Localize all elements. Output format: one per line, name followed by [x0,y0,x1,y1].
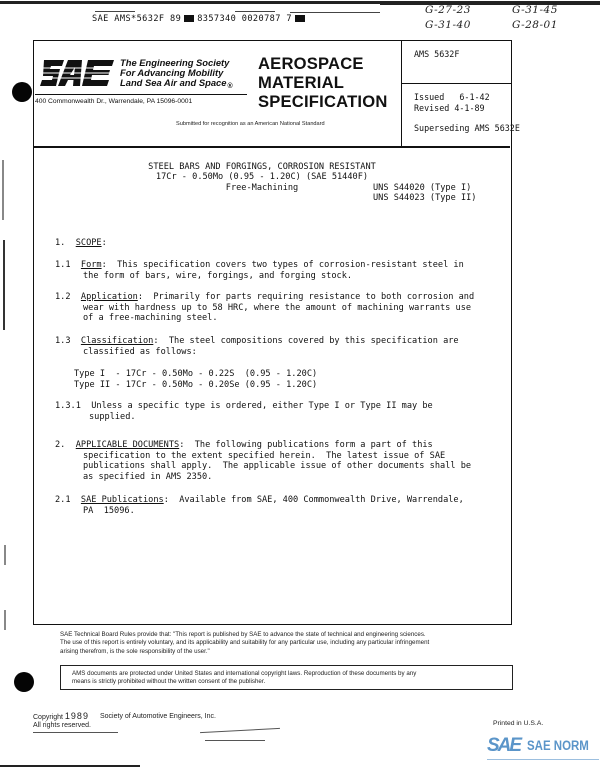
header-left [34,41,401,146]
tagline-line: Land Sea Air and Space [120,77,227,89]
doc-number-cell [402,41,511,84]
type-1-composition: Type I - 17Cr - 0.50Mo - 0.22S (0.95 - 1.20C) [74,369,318,379]
issued-date: Issued 6-1-42 [414,92,490,102]
handwritten-note: G-31-40 [425,19,471,31]
section-heading: Classification [80,336,154,346]
paragraph-line: specification to the extent specified herein. The latest issue of SAE [83,450,446,461]
header-divider [34,146,510,148]
section-1-1: 1.1 Form: This specification covers two types of corrosion-resistant steel in [55,260,464,270]
document-barcode-line [92,14,308,24]
doc-type-line: AEROSPACE [258,54,364,73]
scan-scribble [205,740,265,741]
margin-mark [2,160,4,220]
doc-code-left: SAE AMS*5632F 89 [92,14,182,24]
org-address: 400 Commonwealth Dr., Warrendale, PA 15096-0001 [35,98,193,105]
paragraph-line: as specified in AMS 2350. [83,471,213,482]
rules-line: The use of this report is entirely voluntary, and its applicability and suitability for any particular use, including any particular infringement [60,639,430,647]
section-heading: SCOPE [75,238,102,248]
sae-tagline [120,58,233,93]
printed-in: Printed in U.S.A. [493,720,544,727]
specification-frame [33,40,520,625]
paragraph-line: the form of bars, wire, forgings, and forging stock. [83,270,353,281]
ansi-submission-note: Submitted for recognition as an American National Standard [176,121,325,127]
scan-top-rule-right [380,3,600,5]
margin-mark [4,610,6,630]
registered-mark: ® [227,83,233,91]
spec-title-line: STEEL BARS AND FORGINGS, CORROSION RESISTANT [148,162,376,172]
spec-title-block [34,162,510,204]
spec-title-line: 17Cr - 0.50Mo (0.95 - 1.20C) (SAE 51440F) [155,172,369,183]
section-2: 2. APPLICABLE DOCUMENTS: The following publications form a part of this [55,440,433,450]
sae-norm-watermark [487,735,599,765]
paragraph-line: of a free-machining steel. [83,313,218,324]
rules-line: SAE Technical Board Rules provide that: "This report is published by SAE to advance the state of technical and engineering sciences. [60,631,426,638]
revision-cell [402,84,520,134]
watermark-rule [487,759,599,760]
copyright-notice-box [60,665,513,690]
paragraph-line: wear with hardness up to 58 HRC, where the amount of machining warrants use [83,302,472,313]
sae-logo-icon [40,58,116,88]
scan-dash [95,11,135,12]
society-name: Society of Automotive Engineers, Inc. [100,713,216,720]
margin-mark [4,545,6,565]
copyright-label: Copyright [33,714,63,721]
scan-scribble [0,765,140,767]
spec-title-line: Free-Machining [225,182,299,193]
uns-type-1: UNS S44020 (Type I) [373,182,472,193]
section-1-3: 1.3 Classification: The steel compositions covered by this specification are [55,336,459,346]
scan-scribble [200,728,280,733]
doc-type-title [258,54,388,111]
technical-board-rules [60,631,580,656]
superseding-note: Superseding AMS 5632E [414,123,520,133]
section-2-1: 2.1 SAE Publications: Available from SAE, 400 Commonwealth Drive, Warrendale, [55,495,464,505]
handwritten-note: G-31-45 [512,4,558,16]
paragraph-line: classified as follows: [83,346,197,357]
rights-reserved: All rights reserved. [33,722,91,729]
doc-number: AMS 5632F [414,49,460,59]
margin-mark [3,240,5,330]
section-1-heading: 1. SCOPE: [55,238,107,248]
section-1-3-1: 1.3.1 Unless a specific type is ordered, either Type I or Type II may be [55,401,433,411]
copyright-notice-line: AMS documents are protected under United States and international copyright laws. Reproduction of these documents by any [72,670,417,677]
address-rule [35,94,247,95]
tagline-line: The Engineering Society [120,57,230,68]
section-1-2: 1.2 Application: Primarily for parts requiring resistance to both corrosion and [55,292,475,302]
copyright-notice-line: means is strictly prohibited without the written consent of the publisher. [72,678,266,686]
sae-watermark-icon: SAE [487,735,521,756]
hole-punch [14,672,34,692]
paragraph-line: publications shall apply. The applicable issue of other documents shall be [83,461,472,472]
tagline-line: For Advancing Mobility [120,67,224,79]
copyright-year: 1989 [64,711,89,721]
sae-norm-text: SAE NORM [527,738,589,753]
paragraph-line: supplied. [89,411,136,422]
doc-code-right: 8357340 0020787 7 [197,14,292,24]
section-heading: APPLICABLE DOCUMENTS [75,440,180,450]
section-heading: Application [80,292,138,302]
handwritten-note: G-27-23 [425,4,471,16]
scan-scribble [33,732,118,733]
doc-type-line: SPECIFICATION [258,92,388,111]
copyright-block [33,712,91,730]
section-heading: Form [80,260,102,270]
section-heading: SAE Publications [80,495,164,505]
uns-type-2: UNS S44023 (Type II) [373,193,477,204]
black-block [295,15,305,22]
header-right [401,41,520,146]
doc-type-line: MATERIAL [258,73,345,92]
black-block [184,15,194,22]
scan-dash [290,12,380,13]
scan-dash [235,11,275,12]
paragraph-line: PA 15096. [83,505,135,516]
handwritten-note: G-28-01 [512,19,558,31]
rules-line: arising therefrom, is the sole responsibility of the user." [60,647,210,655]
revised-date: Revised 4-1-89 [414,102,485,113]
hole-punch [12,82,32,102]
type-2-composition: Type II - 17Cr - 0.50Mo - 0.20Se (0.95 - 1.20C) [74,379,318,390]
